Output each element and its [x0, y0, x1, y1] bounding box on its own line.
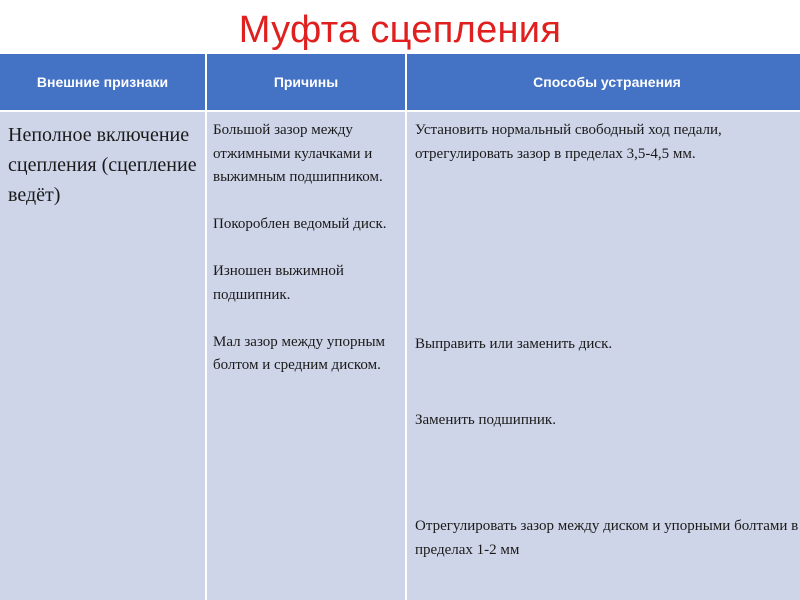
remedy-item: Установить нормальный свободный ход педали, отрегулировать зазор в пределах 3,5-4,5 мм.: [415, 122, 722, 162]
cell-remedies: [407, 112, 800, 600]
symptom-text: Неполное включение сцепления (сцепление ведёт): [8, 124, 197, 206]
cell-symptom: [0, 112, 205, 600]
header-causes: Причины: [207, 54, 405, 110]
remedy-item: Отрегулировать зазор между диском и упорными болтами в пределах 1-2 мм: [415, 518, 799, 558]
cause-item: Большой зазор между отжимными кулачками и выжимным подшипником.: [213, 122, 383, 185]
remedy-item: Заменить подшипник.: [415, 412, 556, 428]
cell-causes: [207, 112, 405, 600]
troubleshooting-table: [0, 54, 800, 600]
cause-item: Мал зазор между упорным болтом и средним диском.: [213, 333, 386, 373]
header-symptoms: Внешние признаки: [0, 54, 205, 110]
slide-title: Муфта сцепления: [238, 9, 562, 51]
remedy-item: Выправить или заменить диск.: [415, 336, 613, 352]
cause-item: Покороблен ведомый диск.: [213, 216, 387, 232]
header-remedies: Способы устранения: [407, 54, 800, 110]
cause-item: Изношен выжимной подшипник.: [213, 263, 344, 303]
